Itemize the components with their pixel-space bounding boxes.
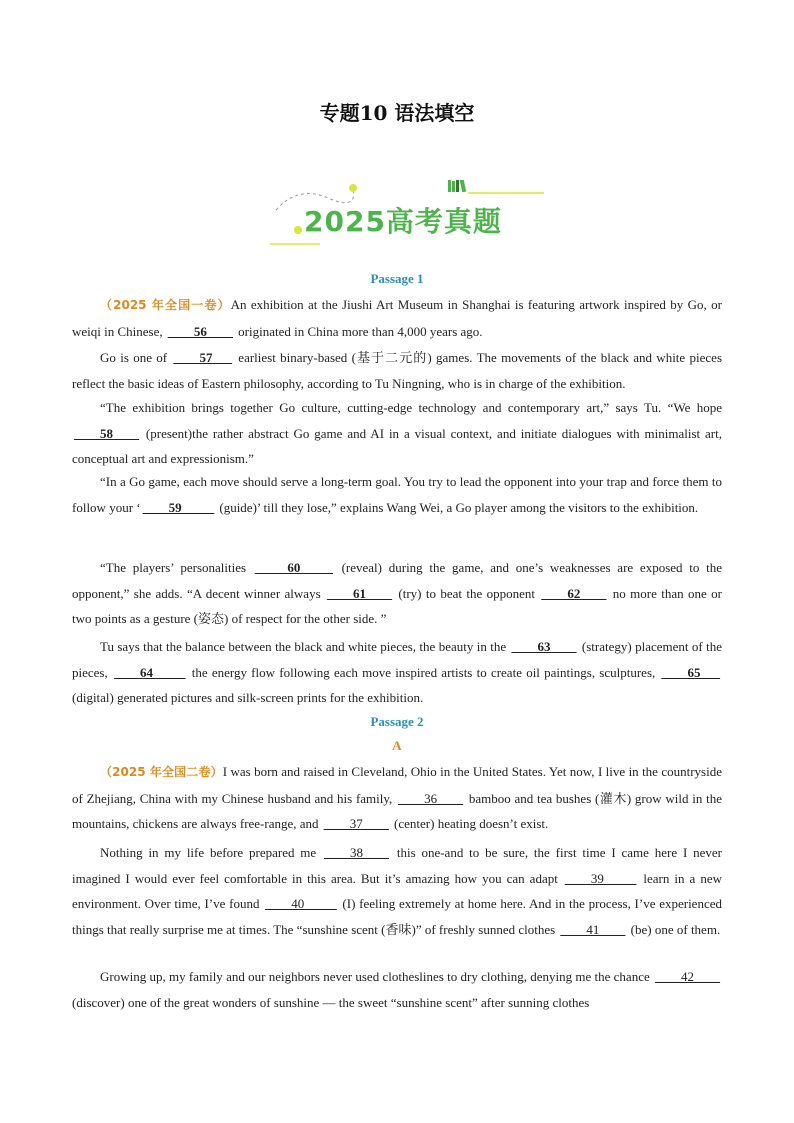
blank-57: ____57___ bbox=[173, 350, 232, 365]
banner-title: 2025高考真题 bbox=[304, 205, 502, 238]
blank-38: ____38____ bbox=[324, 845, 390, 860]
passage1-paragraph-6: Tu says that the balance between the black and white pieces, the beauty in the ____63____ (strategy) placement of the pieces, ____64_____ the energy flow following each move inspired artists to create oil paintings, sculptures, ____65___ (digital) generated pictures and silk-screen prints for the exhibition. bbox=[72, 639, 723, 705]
passage1-paragraph-2: Go is one of ____57___ earliest binary-based (基于二元的) games. The movements of the black and white pieces reflect the basic ideas of Eastern philosophy, according to Tu Ningning, who is in charge of the exhibition. bbox=[72, 350, 722, 391]
blank-37: ____37____ bbox=[323, 816, 389, 831]
passage2-paragraph-3: Growing up, my family and our neighbors never used clotheslines to dry clothing, denying me the chance ____42____ (discover) one of the great wonders of sunshine — the sweet “sunshine scent” after sunning clothes bbox=[72, 969, 720, 1010]
blank-58: ____58____ bbox=[74, 425, 139, 441]
passage1-source: （2025 年全国一卷） bbox=[100, 298, 231, 312]
blank-40: ____40_____ bbox=[265, 896, 337, 911]
passage2-subheading: A bbox=[392, 738, 402, 753]
passage1-paragraph-3: “The exhibition brings together Go culture, cutting-edge technology and contemporary art,” says Tu. “We hope ____58____ (present)the rather abstract Go game and AI in a visual context, and initiate dialogues with minimalist art, conceptual art and expressionism.” bbox=[72, 400, 722, 466]
blank-42: ____42____ bbox=[655, 969, 720, 984]
blank-56: ____56____ bbox=[167, 323, 233, 339]
page-title: 专题10 语法填空 bbox=[319, 101, 475, 125]
blank-62: ____62____ bbox=[541, 585, 607, 601]
passage1-heading: Passage 1 bbox=[370, 271, 424, 286]
blank-61: ____61____ bbox=[327, 585, 393, 601]
passage2-heading: Passage 2 bbox=[370, 714, 424, 729]
blank-41: ____41____ bbox=[560, 921, 626, 937]
passage1-paragraph-5: “The players’ personalities _____60_____ (reveal) during the game, and one’s weaknesses are exposed to the opponent,” she adds. “A decent winner always ____61____ (try) to beat the opponent ____62____ no more than one or two points as a gesture (姿态) of respect for the other side. ” bbox=[72, 560, 723, 626]
blank-63: ____63____ bbox=[511, 639, 577, 654]
section-banner bbox=[268, 180, 548, 250]
blank-65: ____65___ bbox=[661, 664, 720, 680]
passage2-paragraph-1: （2025 年全国二卷）I was born and raised in Cleveland, Ohio in the United States. Yet now, I live in the countryside of Zhejiang, China with my Chinese husband and his family, ____36____ bamboo and tea bushes (灌木) grow wild in the mountains, chickens are always free-range, and ____37____ (center) heating doesn’t exist. bbox=[72, 764, 722, 831]
blank-59: ____59_____ bbox=[142, 499, 215, 515]
blank-64: ____64_____ bbox=[113, 664, 186, 680]
passage2-paragraph-2: Nothing in my life before prepared me ____38____ this one-and to be sure, the first time I came here I never imagined I would ever feel comfortable in this area. But it’s amazing how you can adapt ____39_____ learn in a new environment. Over time, I’ve found ____40_____ (I) feeling extremely at home here. And in the process, I’ve experienced things that really surprise me at times. The “sunshine scent (香味)” of freshly sunned clothes ____41____ (be) one of them. bbox=[72, 845, 722, 937]
blank-60: _____60_____ bbox=[254, 560, 333, 575]
passage1-paragraph-1: （2025 年全国一卷）An exhibition at the Jiushi Art Museum in Shanghai is featuring artwork inspired by Go, or weiqi in Chinese, ____56____ originated in China more than 4,000 years ago. bbox=[72, 297, 723, 339]
passage1-paragraph-4: “In a Go game, each move should serve a long-term goal. You try to lead the opponent into your trap and force them to follow your ‘ ____59_____ (guide)’ till they lose,” explains Wang Wei, a Go player among the visitors to the exhibition. bbox=[72, 474, 722, 515]
blank-39: ____39_____ bbox=[564, 870, 637, 886]
passage2-source: （2025 年全国二卷） bbox=[100, 765, 223, 779]
blank-36: ____36____ bbox=[398, 790, 464, 806]
